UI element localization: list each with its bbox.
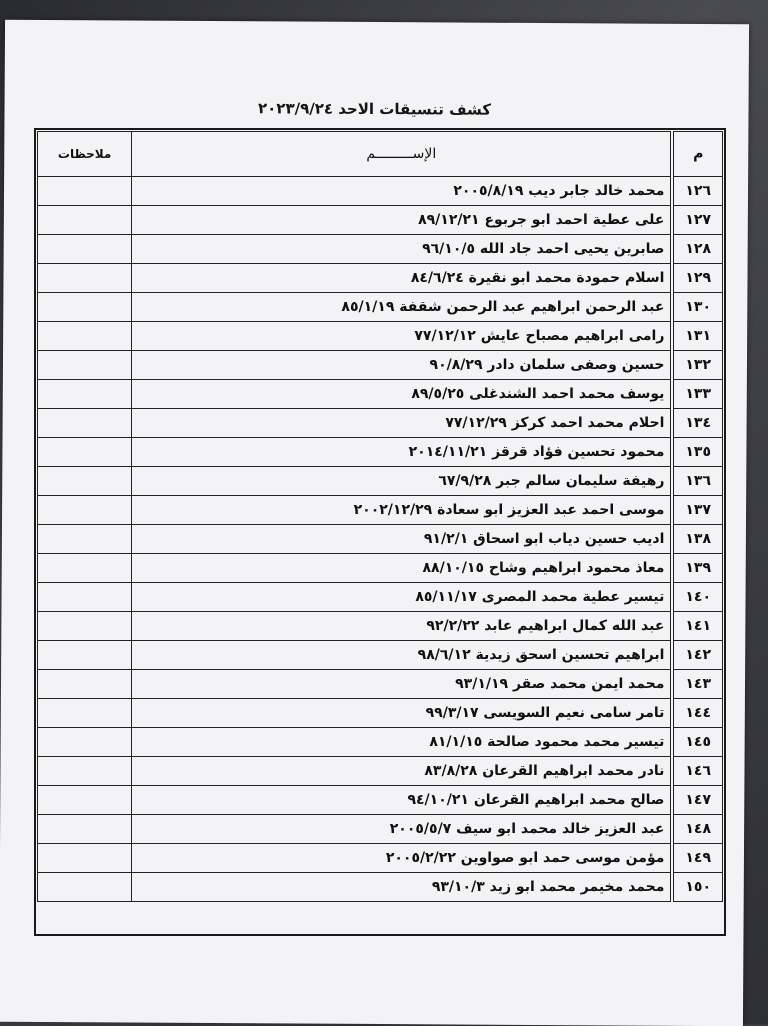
row-number: ١٣٤ <box>672 409 722 438</box>
row-number: ١٤٣ <box>672 670 722 699</box>
row-name: عبد الرحمن ابراهيم عبد الرحمن شقفة ٨٥/١/١٩ <box>132 293 673 322</box>
row-number: ١٣٧ <box>672 496 722 525</box>
row-name: على عطية احمد ابو جربوع ٨٩/١٢/٢١ <box>132 206 673 235</box>
row-number: ١٣١ <box>672 322 722 351</box>
row-name: محمد مخيمر محمد ابو زيد ٩٣/١٠/٣ <box>132 873 673 902</box>
row-name: صابرين يحيى احمد جاد الله ٩٦/١٠/٥ <box>132 235 673 264</box>
names-table <box>37 131 723 902</box>
row-number: ١٣٥ <box>672 438 722 467</box>
row-name: حسين وصفى سلمان دادر ٩٠/٨/٢٩ <box>132 351 673 380</box>
row-notes <box>38 815 132 844</box>
row-number: ١٣٣ <box>672 380 722 409</box>
row-number: ١٤٩ <box>672 844 722 873</box>
row-notes <box>38 641 132 670</box>
table-row <box>38 699 723 728</box>
row-number: ١٣٠ <box>672 293 722 322</box>
row-name: محمد ايمن محمد صقر ٩٣/١/١٩ <box>132 670 673 699</box>
table-row <box>38 786 723 815</box>
row-name: تيسير عطية محمد المصرى ٨٥/١١/١٧ <box>132 583 673 612</box>
table-row <box>38 728 723 757</box>
row-notes <box>38 409 132 438</box>
row-name: رهيفة سليمان سالم جبر ٦٧/٩/٢٨ <box>132 467 673 496</box>
row-name: مؤمن موسى حمد ابو صواوين ٢٠٠٥/٢/٢٢ <box>132 844 673 873</box>
row-notes <box>38 786 132 815</box>
row-notes <box>38 873 132 902</box>
table-row <box>38 554 723 583</box>
row-notes <box>38 670 132 699</box>
table-header-row <box>38 132 723 177</box>
row-number: ١٣٦ <box>672 467 722 496</box>
table-row <box>38 351 723 380</box>
row-name: يوسف محمد احمد الشندغلى ٨٩/٥/٢٥ <box>132 380 673 409</box>
row-notes <box>38 264 132 293</box>
table-row <box>38 873 723 902</box>
table-row <box>38 583 723 612</box>
table-row <box>38 235 723 264</box>
header-notes: ملاحظات <box>38 132 132 177</box>
row-name: ابراهيم تحسين اسحق زيدية ٩٨/٦/١٢ <box>132 641 673 670</box>
table-row <box>38 322 723 351</box>
row-name: نادر محمد ابراهيم القرعان ٨٣/٨/٢٨ <box>132 757 673 786</box>
table-row <box>38 670 723 699</box>
row-notes <box>38 438 132 467</box>
row-notes <box>38 757 132 786</box>
document-title: كشف تنسيقات الاحد ٢٠٢٣/٩/٢٤ <box>257 99 492 119</box>
row-name: عبد العزيز خالد محمد ابو سيف ٢٠٠٥/٥/٧ <box>132 815 673 844</box>
row-number: ١٣٩ <box>672 554 722 583</box>
row-number: ١٤٤ <box>672 699 722 728</box>
row-notes <box>38 235 132 264</box>
row-notes <box>38 351 132 380</box>
row-number: ١٥٠ <box>672 873 722 902</box>
row-notes <box>38 612 132 641</box>
row-notes <box>38 554 132 583</box>
table-row <box>38 612 723 641</box>
row-name: محمد خالد جابر ديب ٢٠٠٥/٨/١٩ <box>132 177 673 206</box>
table-row <box>38 177 723 206</box>
row-notes <box>38 525 132 554</box>
header-num: م <box>672 132 722 177</box>
table-row <box>38 525 723 554</box>
row-number: ١٤٠ <box>672 583 722 612</box>
table-row <box>38 467 723 496</box>
row-notes <box>38 380 132 409</box>
table-row <box>38 206 723 235</box>
row-name: تيسير محمد محمود صالحة ٨١/١/١٥ <box>132 728 673 757</box>
row-notes <box>38 322 132 351</box>
row-name: عبد الله كمال ابراهيم عابد ٩٢/٢/٢٢ <box>132 612 673 641</box>
row-number: ١٣٨ <box>672 525 722 554</box>
row-number: ١٢٧ <box>672 206 722 235</box>
row-number: ١٤٧ <box>672 786 722 815</box>
row-number: ١٢٨ <box>672 235 722 264</box>
row-number: ١٢٦ <box>672 177 722 206</box>
row-name: موسى احمد عبد العزيز ابو سعادة ٢٠٠٢/١٢/٢٩ <box>132 496 673 525</box>
table-row <box>38 641 723 670</box>
table-row <box>38 496 723 525</box>
row-notes <box>38 583 132 612</box>
table-row <box>38 757 723 786</box>
row-notes <box>38 206 132 235</box>
row-notes <box>38 467 132 496</box>
table-row <box>38 409 723 438</box>
row-name: احلام محمد احمد كركز ٧٧/١٢/٢٩ <box>132 409 673 438</box>
table-row <box>38 844 723 873</box>
row-notes <box>38 293 132 322</box>
row-number: ١٤١ <box>672 612 722 641</box>
row-number: ١٤٦ <box>672 757 722 786</box>
row-name: اديب حسين دياب ابو اسحاق ٩١/٢/١ <box>132 525 673 554</box>
row-notes <box>38 728 132 757</box>
table-frame <box>34 128 726 936</box>
row-notes <box>38 699 132 728</box>
table-row <box>38 380 723 409</box>
row-notes <box>38 844 132 873</box>
table-row <box>38 264 723 293</box>
table-body <box>38 177 723 902</box>
row-number: ١٤٨ <box>672 815 722 844</box>
row-name: صالح محمد ابراهيم القرعان ٩٤/١٠/٢١ <box>132 786 673 815</box>
header-name: الإســـــــــم <box>132 132 673 177</box>
row-number: ١٤٥ <box>672 728 722 757</box>
row-number: ١٤٢ <box>672 641 722 670</box>
row-name: محمود تحسين فؤاد قرقز ٢٠١٤/١١/٢١ <box>132 438 673 467</box>
row-notes <box>38 496 132 525</box>
row-name: معاذ محمود ابراهيم وشاح ٨٨/١٠/١٥ <box>132 554 673 583</box>
row-notes <box>38 177 132 206</box>
row-name: رامى ابراهيم مصباح عايش ٧٧/١٢/١٢ <box>132 322 673 351</box>
table-row <box>38 815 723 844</box>
table-row <box>38 438 723 467</box>
table-row <box>38 293 723 322</box>
row-number: ١٣٢ <box>672 351 722 380</box>
row-name: تامر سامى نعيم السويسى ٩٩/٣/١٧ <box>132 699 673 728</box>
row-number: ١٢٩ <box>672 264 722 293</box>
row-name: اسلام حمودة محمد ابو نقيرة ٨٤/٦/٢٤ <box>132 264 673 293</box>
